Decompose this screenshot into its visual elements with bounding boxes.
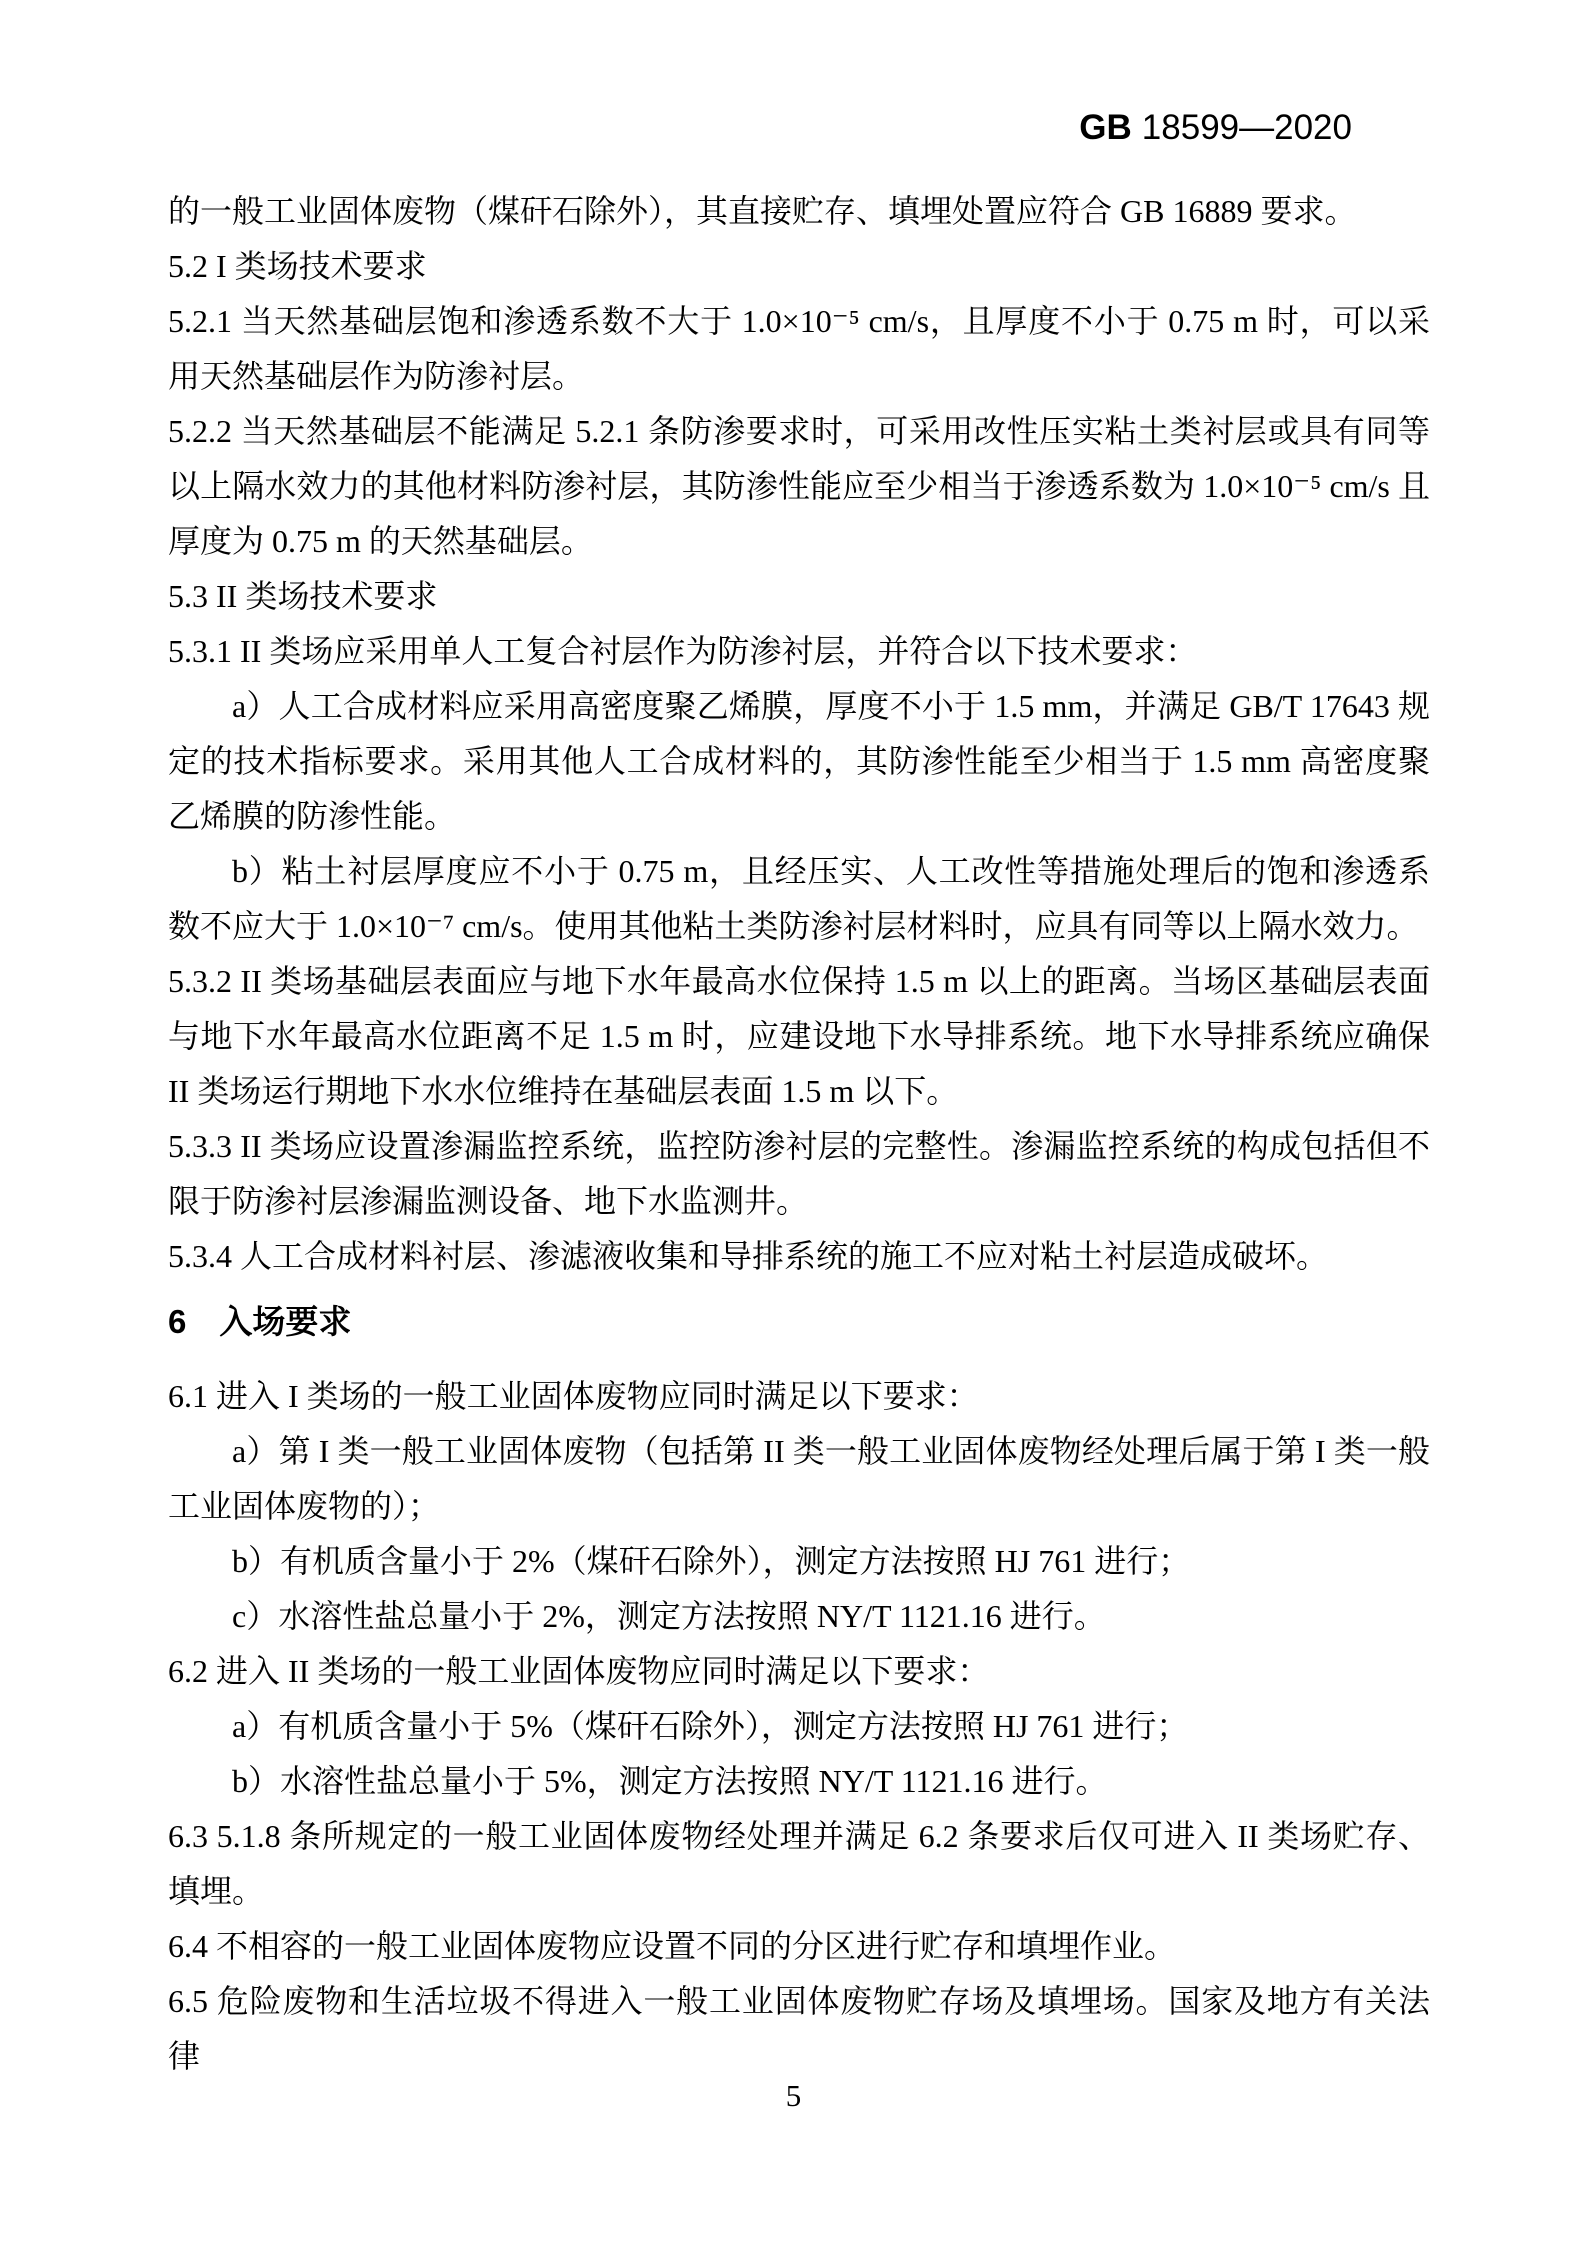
clause-5-2-heading: 5.2 I 类场技术要求	[168, 248, 427, 284]
standard-code: GB	[1079, 108, 1132, 147]
item-6-1-c: c）水溶性盐总量小于 2%，测定方法按照 NY/T 1121.16 进行。	[232, 1598, 1106, 1634]
item-6-1-a: a）第 I 类一般工业固体废物（包括第 II 类一般工业固体废物经处理后属于第 I 类一般工业固体废物的）；	[168, 1433, 1430, 1524]
clause-6-5: 6.5 危险废物和生活垃圾不得进入一般工业固体废物贮存场及填埋场。国家及地方有关法律	[168, 1983, 1430, 2074]
item-6-2-b: b）水溶性盐总量小于 5%，测定方法按照 NY/T 1121.16 进行。	[232, 1763, 1108, 1799]
clause-6-2: 6.2 进入 II 类场的一般工业固体废物应同时满足以下要求：	[168, 1653, 990, 1689]
clause-5-3-2: 5.3.2 II 类场基础层表面应与地下水年最高水位保持 1.5 m 以上的距离。当场区基础层表面与地下水年最高水位距离不足 1.5 m 时，应建设地下水导排系统。地下水导排系统应确保 II 类场运行期地下水水位维持在基础层表面 1.5 m 以下。	[168, 963, 1430, 1109]
clause-5-2-2: 5.2.2 当天然基础层不能满足 5.2.1 条防渗要求时，可采用改性压实粘土类衬层或具有同等以上隔水效力的其他材料防渗衬层，其防渗性能应至少相当于渗透系数为 1.0×10⁻⁵ cm/s 且厚度为 0.75 m 的天然基础层。	[168, 413, 1430, 559]
clause-6-1: 6.1 进入 I 类场的一般工业固体废物应同时满足以下要求：	[168, 1378, 979, 1414]
clause-5-3-1: 5.3.1 II 类场应采用单人工复合衬层作为防渗衬层，并符合以下技术要求：	[168, 633, 1198, 669]
clause-6-4: 6.4 不相容的一般工业固体废物应设置不同的分区进行贮存和填埋作业。	[168, 1928, 1177, 1964]
document-body	[168, 184, 1430, 2084]
clause-6-3: 6.3 5.1.8 条所规定的一般工业固体废物经处理并满足 6.2 条要求后仅可进入 II 类场贮存、填埋。	[168, 1818, 1430, 1909]
clause-5-3-3: 5.3.3 II 类场应设置渗漏监控系统，监控防渗衬层的完整性。渗漏监控系统的构成包括但不限于防渗衬层渗漏监测设备、地下水监测井。	[168, 1128, 1430, 1219]
page-header	[0, 108, 1352, 148]
item-6-2-a: a）有机质含量小于 5%（煤矸石除外），测定方法按照 HJ 761 进行；	[232, 1708, 1189, 1744]
item-5-3-1-a: a）人工合成材料应采用高密度聚乙烯膜，厚度不小于 1.5 mm，并满足 GB/T 17643 规定的技术指标要求。采用其他人工合成材料的，其防渗性能至少相当于 1.5 mm 高密度聚乙烯膜的防渗性能。	[168, 688, 1430, 834]
paragraph-continuation: 的一般工业固体废物（煤矸石除外），其直接贮存、填埋处置应符合 GB 16889 要求。	[168, 193, 1357, 229]
section-6-heading: 6 入场要求	[168, 1303, 352, 1340]
clause-5-3-heading: 5.3 II 类场技术要求	[168, 578, 438, 614]
item-6-1-b: b）有机质含量小于 2%（煤矸石除外），测定方法按照 HJ 761 进行；	[232, 1543, 1191, 1579]
clause-5-3-4: 5.3.4 人工合成材料衬层、渗滤液收集和导排系统的施工不应对粘土衬层造成破坏。	[168, 1238, 1329, 1274]
clause-5-2-1: 5.2.1 当天然基础层饱和渗透系数不大于 1.0×10⁻⁵ cm/s，且厚度不小于 0.75 m 时，可以采用天然基础层作为防渗衬层。	[168, 303, 1430, 394]
standard-number: 18599—2020	[1141, 108, 1352, 147]
item-5-3-1-b: b）粘土衬层厚度应不小于 0.75 m，且经压实、人工改性等措施处理后的饱和渗透系数不应大于 1.0×10⁻⁷ cm/s。使用其他粘土类防渗衬层材料时，应具有同等以上隔水效力。	[168, 853, 1430, 944]
page-number: 5	[785, 2078, 802, 2113]
